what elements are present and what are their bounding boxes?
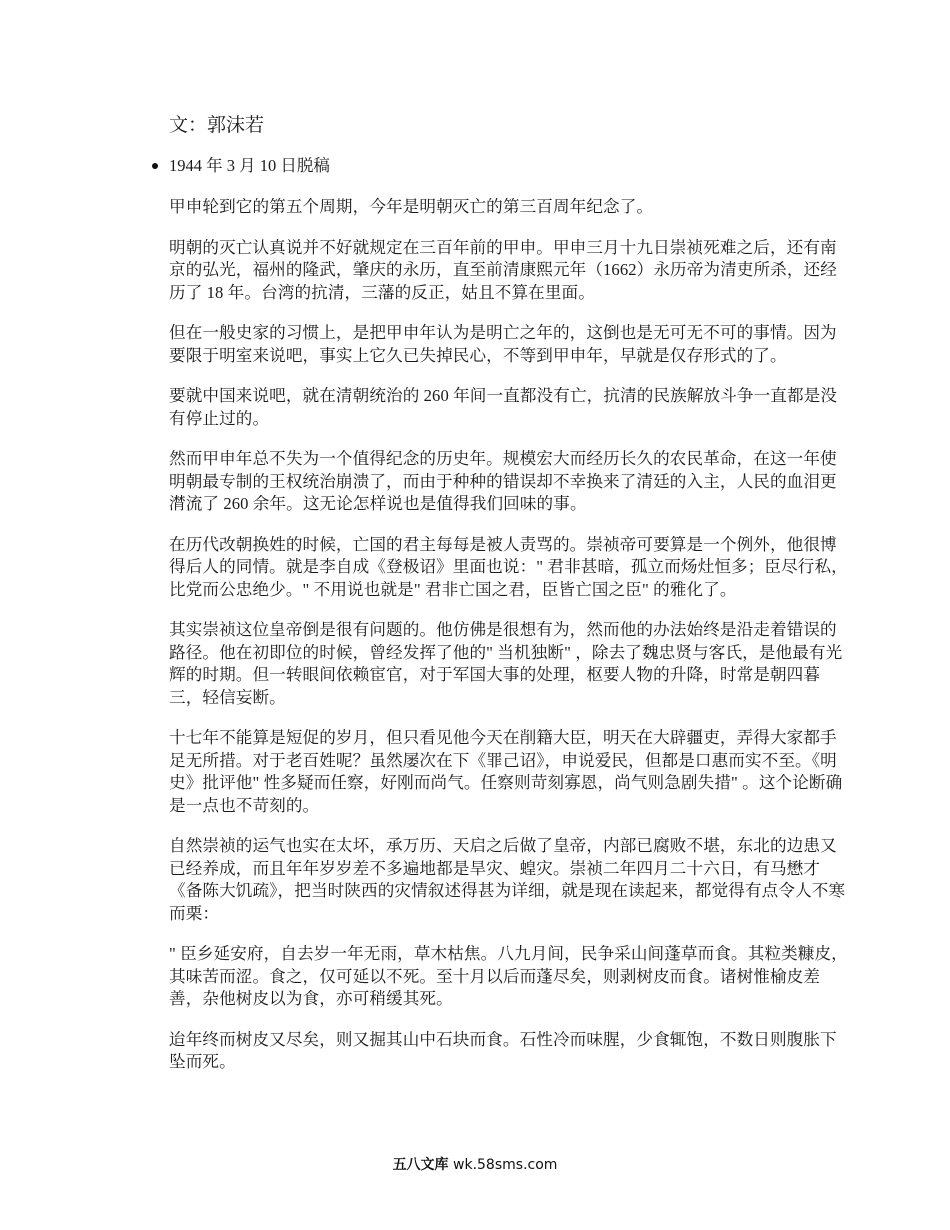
paragraph-11: 迨年终而树皮又尽矣，则又掘其山中石块而食。石性冷而味腥，少食辄饱，不数日则腹胀下坠而死。 [169,1029,837,1071]
footer-site: wk.58sms.com [453,1157,558,1173]
footer-brand: 五八文库 [392,1157,449,1173]
paragraph-2: 明朝的灭亡认真说并不好就规定在三百年前的甲申。甲申三月十九日崇祯死难之后，还有南京的弘光，福州的隆武，肇庆的永历，直至前清康熙元年（1662）永历帝为清吏所杀，还经历了 18 年。台湾的抗清，三藩的反正，姑且不算在里面。 [169,237,837,302]
paragraph-4: 要就中国来说吧，就在清朝统治的 260 年间一直都没有亡，抗清的民族解放斗争一直都是没有停止过的。 [169,386,838,428]
paragraph-8: 十七年不能算是短促的岁月，但只看见他今天在削籍大臣，明天在大辟疆吏，弄得大家都手足无所措。对于老百姓呢？虽然屡次在下《罪己诏》，申说爱民，但都是口惠而实不至。《明史》批评他" 性多疑而任察，好刚而尚气。任察则苛刻寡恩，尚气则急剧失措" 。这个论断确是一点也不苛刻的。 [169,728,843,815]
footer-watermark [0,1155,950,1175]
paragraph-3: 但在一般史家的习惯上，是把甲申年认为是明亡之年的，这倒也是无可无不可的事情。因为要限于明室来说吧，事实上它久已失掉民心，不等到甲申年，早就是仅存形式的了。 [169,323,837,365]
date-list [150,154,330,178]
date-bullet-item [150,154,330,178]
paragraph-6: 在历代改朝换姓的时候，亡国的君主每每是被人责骂的。崇祯帝可要算是一个例外，他很博得后人的同情。就是李自成《登极诏》里面也说：" 君非甚暗，孤立而炀灶恒多；臣尽行私，比党而公忠绝少。" 不用说也就是" 君非亡国之君，臣皆亡国之臣" 的雅化了。 [169,534,848,599]
bullet-dot-icon [152,163,158,169]
paragraph-10: " 臣乡延安府，自去岁一年无雨，草木枯焦。八九月间，民争采山间蓬草而食。其粒类糠皮，其味苦而涩。食之，仅可延以不死。至十月以后而蓬尽矣，则剥树皮而食。诸树惟榆皮差善，杂他树皮以为食，亦可稍缓其死。 [169,944,848,1008]
article-body [169,196,849,1092]
paragraph-5: 然而甲申年总不失为一个值得纪念的历史年。规模宏大而经历长久的农民革命，在这一年使明朝最专制的王权统治崩溃了，而由于种种的错误却不幸换来了清廷的入主，人民的血泪更潸流了 260 余年。这无论怎样说也是值得我们回味的事。 [169,449,837,513]
date-text: 1944 年 3 月 10 日脱稿 [169,156,330,175]
paragraph-9: 自然崇祯的运气也实在太坏，承万历、天启之后做了皇帝，内部已腐败不堪，东北的边患又已经养成，而且年年岁岁差不多遍地都是旱灾、蝗灾。崇祯二年四月二十六日，有马懋才《备陈大饥疏》，把当时陕西的灾情叙述得甚为详细，就是现在读起来，都觉得有点令人不寒而栗： [169,836,846,923]
author-line: 文：郭沫若 [169,115,265,136]
paragraph-7: 其实崇祯这位皇帝倒是很有问题的。他仿佛是很想有为，然而他的办法始终是沿走着错误的路径。他在初即位的时候，曾经发挥了他的" 当机独断" ，除去了魏忠贤与客氏，是他最有光辉的时期。但一转眼间依赖宦官，对于军国大事的处理，枢要人物的升降，时常是朝四暮三，轻信妄断。 [169,620,843,707]
paragraph-1: 甲申轮到它的第五个周期，今年是明朝灭亡的第三百周年纪念了。 [169,197,654,216]
